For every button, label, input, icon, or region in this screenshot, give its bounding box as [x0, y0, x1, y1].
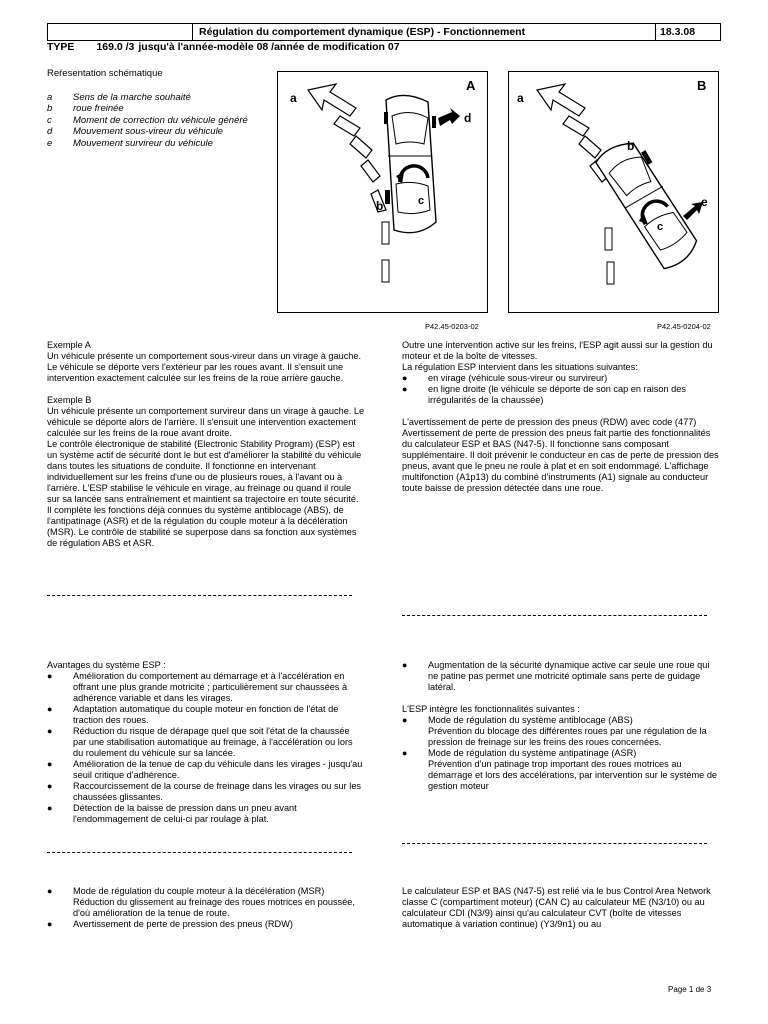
document-title: Régulation du comportement dynamique (ESP) - Fonctionnement	[193, 24, 656, 40]
figure-a-mark-b: b	[376, 199, 384, 213]
divider	[47, 852, 352, 853]
figure-a-mark-c: c	[418, 195, 425, 207]
list-item: ● Mode de régulation du système antiblocage (ABS)	[402, 715, 633, 725]
type-line	[47, 41, 422, 53]
divider	[402, 843, 707, 844]
type-model: 169.0 /3	[96, 41, 135, 53]
left-column-2	[47, 660, 365, 825]
example-a-text: Un véhicule présente un comportement sous-vireur dans un virage à gauche. Le véhicule se déporte vers l'extérieur par les roues avant. Il s'ensuit une intervention exactement calculée sur les freins de la roue arrière gauche.	[47, 351, 362, 383]
figure-b-label: B	[697, 78, 707, 93]
right-column-2	[402, 660, 720, 792]
list-item: ● Augmentation de la sécurité dynamique active car seule une roue qui ne patine pas permet une motricité optimale sans perte de guidage latéral.	[402, 660, 710, 692]
left-column-3	[47, 886, 365, 930]
figure-a-code: P42.45-0203-02	[425, 322, 479, 331]
type-text: jusqu'à l'année-modèle 08 /année de modification 07	[138, 41, 400, 53]
example-a-title: Exemple A	[47, 340, 91, 350]
list-item: ● en ligne droite (le véhicule se déporte de son cap en raison des irrégularités de la chaussée)	[402, 384, 686, 405]
figure-b-mark-b: b	[627, 139, 635, 153]
arrow-d-icon	[438, 108, 460, 126]
list-item: ● Adaptation automatique du couple moteur en fonction de l'état de traction des roues.	[47, 704, 339, 725]
can-bus-description: Le calculateur ESP et BAS (N47-5) est relié via le bus Control Area Network classe C (compartiment moteur) (CAN C) au calculateur ME (N3/10) ou au calculateur CDI (N3/9) ainsi qu'au calculateur CVT (boîte de vitesses automatique à variation continue) (Y3/9n1) ou au	[402, 886, 711, 929]
figure-a-mark-a: a	[290, 91, 297, 105]
arrow-icon	[308, 84, 356, 116]
msr-description: Réduction du glissement au freinage des roues motrices en poussée, d'où amélioration de la tenue de route.	[73, 897, 355, 918]
figure-b-drawing	[509, 72, 718, 312]
list-item: ● Mode de régulation du système antipatinage (ASR)	[402, 748, 637, 758]
situations-title: La régulation ESP intervient dans les situations suivantes:	[402, 362, 638, 372]
figure-a-drawing	[278, 72, 487, 312]
car-icon	[594, 134, 703, 274]
list-item: ● Mode de régulation du couple moteur à la décélération (MSR)	[47, 886, 325, 896]
legend-item: c Moment de correction du véhicule généré	[47, 114, 248, 126]
arrow-icon	[537, 84, 585, 116]
figure-b	[508, 71, 719, 313]
list-item: ● Amélioration de la tenue de cap du véhicule dans les virages - jusqu'au seuil critique d'adhérence.	[47, 759, 363, 780]
figure-a-label: A	[466, 78, 476, 93]
figure-b-mark-e: e	[701, 195, 708, 209]
figure-b-code: P42.45-0204-02	[657, 322, 711, 331]
list-item: ● en virage (véhicule sous-vireur ou survireur)	[402, 373, 608, 383]
figure-b-mark-c: c	[657, 221, 664, 233]
right-column-3	[402, 886, 720, 930]
document-code: 18.3.08	[660, 26, 696, 38]
list-item: ● Réduction du risque de dérapage quel que soit l'état de la chaussée par une stabilisation automatique au freinage, à l'accélération ou lors du roulement du véhicule sur sa lancée.	[47, 726, 353, 758]
divider	[402, 615, 707, 616]
type-label: TYPE	[47, 41, 75, 53]
header-table	[47, 23, 721, 41]
divider	[47, 595, 352, 596]
list-item: ● Amélioration du comportement au démarrage et à l'accélération en offrant une plus grande motricité ; particulièrement sur chaussées à adhérence variable et dans les virages.	[47, 671, 348, 703]
legend-item: d Mouvement sous-vireur du véhicule	[47, 126, 223, 137]
legend-item: e Mouvement survireur du véhicule	[47, 137, 213, 149]
left-column-1	[47, 340, 365, 549]
example-b-text: Un véhicule présente un comportement survireur dans un virage à gauche. Le véhicule se déporte alors de l'arrière. Il s'ensuit une intervention exactement calculée sur les freins de la roue avant droite.	[47, 406, 365, 438]
list-item: ● Détection de la baisse de pression dans un pneu avant l'endommagement de celui-ci par roulage à plat.	[47, 803, 297, 824]
figure-a	[277, 71, 488, 313]
figure-b-mark-a: a	[517, 91, 524, 105]
abs-description: Prévention du blocage des différentes roues par une régulation de la pression de freinage sur les freins des roues concernées.	[428, 726, 707, 747]
advantages-title: Avantages du système ESP :	[47, 660, 166, 670]
legend	[47, 68, 272, 149]
right-column-1	[402, 340, 720, 494]
rdw-description: L'avertissement de perte de pression des pneus (RDW) avec code (477) Avertissement de perte de pression des pneus fait partie des fonctionnalités du calculateur ESP et BAS (N47-5). Il fonctionne sans composant supplémentaire. Il doit prévenir le conducteur en cas de perte de pression des pneus, avant que le pneu ne roule à plat et en soit endommagé. L'affichage multifonction (A1p13) du combiné d'instruments (A1) signale au conducteur toute baisse de pression détectée dans une roue.	[402, 417, 719, 493]
intervention-intro: Outre une intervention active sur les freins, l'ESP agit aussi sur la gestion du moteur et de la boîte de vitesses.	[402, 340, 713, 361]
asr-description: Prévention d'un patinage trop important des roues motrices au démarrage et lors des accélérations, par intervention sur le système de gestion moteur	[428, 759, 718, 791]
header-empty-cell	[48, 24, 193, 40]
car-icon	[384, 95, 436, 232]
arrow-e-icon	[683, 202, 703, 220]
example-b-title: Exemple B	[47, 395, 92, 405]
legend-item: a Sens de la marche souhaité	[47, 91, 191, 103]
integrates-title: L'ESP intègre les fonctionnalités suivantes :	[402, 704, 580, 714]
figure-a-mark-d: d	[464, 111, 472, 125]
page-number: Page 1 de 3	[668, 985, 712, 994]
esp-description: Le contrôle électronique de stabilité (Electronic Stability Program) (ESP) est un système actif de sécurité dont le but est d'améliorer la stabilité du véhicule dans toutes les situations de conduite. Il fonctionne en intervenant individuellement sur les freins d'une ou de plusieurs roues, à l'avant ou à l'arrière. L'ESP stabilise le véhicule en virage, au freinage ou quand il roule sur sa lancée sans entraînement et maintient sa trajectoire en toute sécurité. Il complète les fonctions déjà connues du système antiblocage (ABS), de l'antipatinage (ASR) et de la régulation du couple moteur à la décélération (MSR). Le contrôle de stabilité se superpose dans sa fonction aux systèmes de régulation ABS et ASR.	[47, 439, 362, 548]
legend-title: Reŕesentation schématique	[47, 68, 163, 79]
list-item: ● Avertissement de perte de pression des pneus (RDW)	[47, 919, 293, 929]
list-item: ● Raccourcissement de la course de freinage dans les virages ou sur les chaussées glissantes.	[47, 781, 362, 802]
legend-item: b roue freinée	[47, 103, 124, 114]
